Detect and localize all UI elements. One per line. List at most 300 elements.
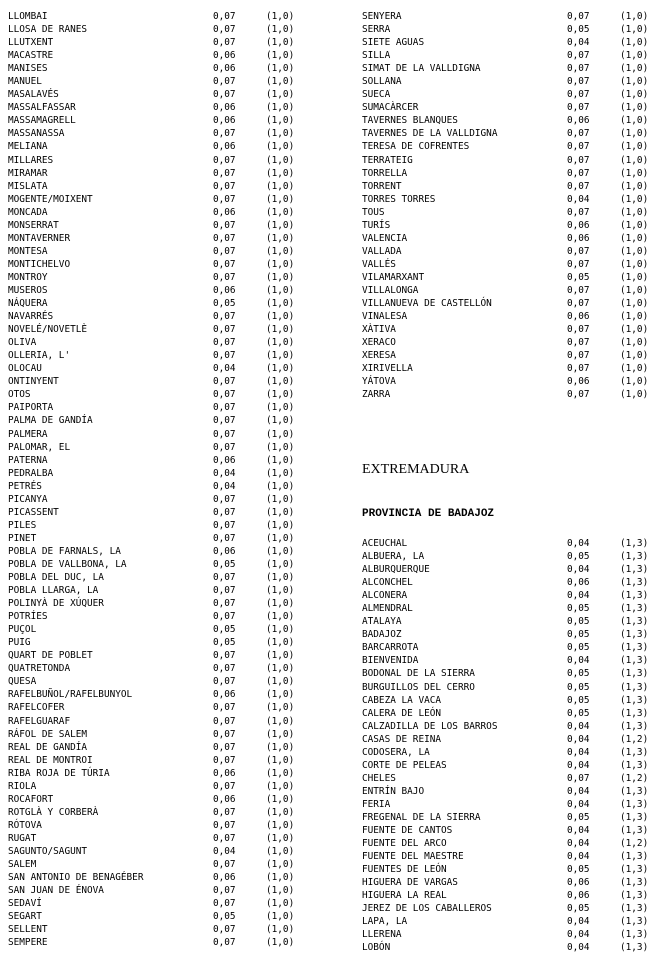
coefficient: (1,0) <box>620 376 649 388</box>
table-row <box>8 519 308 532</box>
tax-value: 0,04 <box>213 846 236 857</box>
table-row <box>362 772 662 785</box>
tax-value: 0,05 <box>213 298 236 310</box>
coefficient: (1,3) <box>620 825 649 837</box>
municipality-name: ALMENDRAL <box>362 603 413 615</box>
municipality-name: SUECA <box>362 89 391 101</box>
table-row <box>362 694 662 707</box>
tax-value: 0,04 <box>567 193 590 205</box>
table-row <box>8 284 308 297</box>
tax-value: 0,05 <box>213 911 236 923</box>
table-row <box>8 271 308 284</box>
municipality-name: OLLERIA, L' <box>8 350 71 362</box>
tax-value: 0,07 <box>567 258 590 270</box>
tax-value: 0,07 <box>213 676 236 688</box>
coefficient: (1,0) <box>266 819 295 831</box>
coefficient: (1,0) <box>620 298 649 310</box>
municipality-name: PATERNA <box>8 454 48 466</box>
table-row <box>8 493 308 506</box>
tax-value: 0,07 <box>213 806 236 818</box>
tax-value: 0,06 <box>567 311 590 323</box>
table-row <box>8 193 308 206</box>
table-row <box>8 441 308 454</box>
table-row <box>8 806 308 819</box>
tax-value: 0,06 <box>213 115 236 127</box>
coefficient: (1,0) <box>266 585 295 597</box>
tax-value: 0,07 <box>213 271 236 283</box>
municipality-name: POTRÍES <box>8 611 48 623</box>
municipality-name: POBLA DE VALLBONA, LA <box>8 558 127 570</box>
tax-value: 0,04 <box>567 929 590 941</box>
municipality-name: BODONAL DE LA SIERRA <box>362 668 475 680</box>
table-row <box>362 140 662 153</box>
table-row <box>8 401 308 414</box>
municipality-name: ALBURQUERQUE <box>362 564 430 576</box>
tax-value: 0,07 <box>213 741 236 753</box>
tax-value: 0,07 <box>213 128 236 140</box>
tax-value: 0,05 <box>567 668 590 680</box>
table-row <box>8 571 308 584</box>
table-row <box>362 902 662 915</box>
municipality-name: MACASTRE <box>8 50 54 62</box>
municipality-name: HIGUERA LA REAL <box>362 890 447 902</box>
tax-value: 0,07 <box>213 532 236 544</box>
table-row <box>8 910 308 923</box>
coefficient: (1,0) <box>266 76 295 88</box>
municipality-name: MIRAMAR <box>8 167 48 179</box>
tax-value: 0,06 <box>213 545 236 557</box>
table-row <box>8 767 308 780</box>
tax-value: 0,07 <box>213 245 236 257</box>
tax-value: 0,06 <box>213 689 236 701</box>
table-row <box>8 101 308 114</box>
coefficient: (1,0) <box>620 206 649 218</box>
table-row <box>8 323 308 336</box>
tax-value: 0,07 <box>567 206 590 218</box>
coefficient: (1,3) <box>620 590 649 602</box>
coefficient: (1,0) <box>620 50 649 62</box>
coefficient: (1,0) <box>266 206 295 218</box>
municipality-name: RUGAT <box>8 832 37 844</box>
municipality-name: VILLANUEVA DE CASTELLÓN <box>362 298 492 310</box>
municipality-name: OTOS <box>8 389 31 401</box>
tax-value: 0,07 <box>567 324 590 336</box>
tax-value: 0,04 <box>213 480 236 492</box>
table-row <box>362 114 662 127</box>
municipality-name: TAVERNES DE LA VALLDIGNA <box>362 128 498 140</box>
table-row <box>362 563 662 576</box>
table-row <box>362 824 662 837</box>
municipality-name: VINALESA <box>362 311 408 323</box>
coefficient: (1,0) <box>266 859 295 871</box>
municipality-name: XERACO <box>362 337 396 349</box>
coefficient: (1,0) <box>266 741 295 753</box>
table-row <box>8 845 308 858</box>
tax-value: 0,07 <box>567 141 590 153</box>
municipality-name: SIMAT DE LA VALLDIGNA <box>362 63 481 75</box>
municipality-name: ACEUCHAL <box>362 538 408 549</box>
right-column <box>362 10 662 954</box>
province-heading: PROVINCIA DE BADAJOZ <box>362 508 495 520</box>
municipality-name: TOUS <box>362 206 385 218</box>
tax-value: 0,06 <box>213 793 236 805</box>
municipality-name: RAFELCOFER <box>8 702 65 714</box>
municipality-name: FUENTE DEL MAESTRE <box>362 851 464 863</box>
table-row <box>8 336 308 349</box>
table-row <box>8 23 308 36</box>
table-row <box>8 36 308 49</box>
municipality-name: REAL DE MONTROI <box>8 754 93 766</box>
municipality-name: CABEZA LA VACA <box>362 694 442 706</box>
tax-value: 0,07 <box>213 180 236 192</box>
tax-value: 0,07 <box>213 24 236 36</box>
municipality-name: LLOSA DE RANES <box>8 24 88 36</box>
table-row <box>8 349 308 362</box>
municipality-name: JEREZ DE LOS CABALLEROS <box>362 903 492 915</box>
tax-value: 0,04 <box>213 467 236 479</box>
municipality-name: VILAMARXANT <box>362 271 425 283</box>
tax-value: 0,05 <box>567 903 590 915</box>
tax-value: 0,07 <box>213 702 236 714</box>
municipality-name: FUENTE DE CANTOS <box>362 825 453 837</box>
coefficient: (1,2) <box>620 733 649 745</box>
coefficient: (1,2) <box>620 772 649 784</box>
tax-value: 0,07 <box>213 898 236 910</box>
coefficient: (1,0) <box>266 128 295 140</box>
tax-value: 0,06 <box>213 454 236 466</box>
municipality-name: CHELES <box>362 772 396 784</box>
municipality-name: SELLENT <box>8 924 48 936</box>
table-row <box>8 62 308 75</box>
table-row <box>362 915 662 928</box>
table-row <box>362 88 662 101</box>
tax-value: 0,07 <box>213 780 236 792</box>
coefficient: (1,0) <box>266 558 295 570</box>
coefficient: (1,0) <box>266 324 295 336</box>
coefficient: (1,0) <box>620 11 649 22</box>
tax-value: 0,05 <box>567 603 590 615</box>
tax-value: 0,06 <box>567 232 590 244</box>
tax-value: 0,07 <box>567 63 590 75</box>
table-row <box>8 362 308 375</box>
coefficient: (1,0) <box>266 389 295 401</box>
municipality-name: TURÍS <box>362 219 391 231</box>
tax-value: 0,07 <box>567 50 590 62</box>
municipality-name: SAN JUAN DE ÉNOVA <box>8 885 104 897</box>
table-row <box>362 928 662 941</box>
tax-value: 0,05 <box>567 681 590 693</box>
table-row <box>8 206 308 219</box>
municipality-name: MONTAVERNER <box>8 232 71 244</box>
coefficient: (1,0) <box>266 298 295 310</box>
tax-value: 0,04 <box>567 746 590 758</box>
municipality-name: POBLA DE FARNALS, LA <box>8 545 121 557</box>
coefficient: (1,0) <box>266 885 295 897</box>
municipality-name: MASSALFASSAR <box>8 102 76 114</box>
coefficient: (1,3) <box>620 929 649 941</box>
municipality-name: XÀTIVA <box>362 324 396 336</box>
municipality-name: TAVERNES BLANQUES <box>362 115 458 127</box>
municipality-name: SERRA <box>362 24 391 36</box>
table-row <box>8 715 308 728</box>
tax-value: 0,07 <box>213 754 236 766</box>
municipality-name: PICASSENT <box>8 506 59 518</box>
coefficient: (1,3) <box>620 538 649 549</box>
coefficient: (1,0) <box>266 141 295 153</box>
table-row <box>362 245 662 258</box>
coefficient: (1,0) <box>266 715 295 727</box>
tax-value: 0,07 <box>213 441 236 453</box>
tax-value: 0,06 <box>213 284 236 296</box>
tax-value: 0,04 <box>567 916 590 928</box>
tax-value: 0,07 <box>213 859 236 871</box>
coefficient: (1,0) <box>620 311 649 323</box>
municipality-name: BADAJOZ <box>362 629 402 641</box>
coefficient: (1,3) <box>620 668 649 680</box>
coefficient: (1,3) <box>620 811 649 823</box>
tax-value: 0,07 <box>213 154 236 166</box>
coefficient: (1,0) <box>266 180 295 192</box>
tax-value: 0,07 <box>567 154 590 166</box>
table-row <box>362 759 662 772</box>
coefficient: (1,0) <box>620 128 649 140</box>
coefficient: (1,0) <box>620 102 649 114</box>
coefficient: (1,3) <box>620 785 649 797</box>
tax-value: 0,07 <box>213 389 236 401</box>
coefficient: (1,3) <box>620 629 649 641</box>
municipality-name: FUENTES DE LEÓN <box>362 864 447 876</box>
municipality-name: PICANYA <box>8 493 48 505</box>
coefficient: (1,0) <box>266 728 295 740</box>
municipality-name: CALERA DE LEÓN <box>362 707 442 719</box>
table-row <box>8 297 308 310</box>
coefficient: (1,0) <box>266 102 295 114</box>
tax-value: 0,05 <box>567 24 590 36</box>
coefficient: (1,0) <box>266 767 295 779</box>
municipality-name: XIRIVELLA <box>362 363 413 375</box>
tax-value: 0,07 <box>213 428 236 440</box>
coefficient: (1,3) <box>620 577 649 589</box>
coefficient: (1,3) <box>620 655 649 667</box>
municipality-name: SENYERA <box>362 11 402 22</box>
tax-value: 0,07 <box>567 180 590 192</box>
coefficient: (1,3) <box>620 890 649 902</box>
tax-value: 0,07 <box>213 572 236 584</box>
tax-value: 0,07 <box>213 37 236 49</box>
coefficient: (1,0) <box>620 350 649 362</box>
table-row <box>362 284 662 297</box>
tax-value: 0,07 <box>213 611 236 623</box>
tax-value: 0,07 <box>567 245 590 257</box>
coefficient: (1,3) <box>620 551 649 563</box>
table-row <box>8 793 308 806</box>
municipality-name: YÁTOVA <box>362 376 396 388</box>
municipality-name: BARCARROTA <box>362 642 419 654</box>
municipality-name: LLUTXENT <box>8 37 54 49</box>
tax-value: 0,07 <box>213 11 236 22</box>
table-row <box>362 180 662 193</box>
coefficient: (1,0) <box>266 506 295 518</box>
coefficient: (1,0) <box>620 284 649 296</box>
coefficient: (1,0) <box>620 258 649 270</box>
table-row <box>362 641 662 654</box>
tax-value: 0,07 <box>213 715 236 727</box>
valencia-list-continued <box>362 10 662 401</box>
table-row <box>362 681 662 694</box>
municipality-name: VALLADA <box>362 245 402 257</box>
table-row <box>362 75 662 88</box>
tax-value: 0,05 <box>567 707 590 719</box>
table-row <box>362 232 662 245</box>
tax-value: 0,05 <box>567 271 590 283</box>
tax-value: 0,04 <box>567 564 590 576</box>
municipality-name: PALMA DE GANDÍA <box>8 415 93 427</box>
table-row <box>362 297 662 310</box>
coefficient: (1,3) <box>620 759 649 771</box>
municipality-name: TORRENT <box>362 180 402 192</box>
coefficient: (1,0) <box>266 493 295 505</box>
coefficient: (1,3) <box>620 720 649 732</box>
municipality-name: MONTESA <box>8 245 48 257</box>
tax-value: 0,07 <box>213 506 236 518</box>
coefficient: (1,0) <box>620 76 649 88</box>
coefficient: (1,0) <box>266 115 295 127</box>
table-row <box>8 127 308 140</box>
municipality-name: NÁQUERA <box>8 298 48 310</box>
coefficient: (1,0) <box>266 480 295 492</box>
coefficient: (1,0) <box>266 898 295 910</box>
tax-value: 0,07 <box>567 89 590 101</box>
coefficient: (1,0) <box>620 154 649 166</box>
municipality-name: ALCONERA <box>362 590 408 602</box>
coefficient: (1,0) <box>266 441 295 453</box>
coefficient: (1,0) <box>266 232 295 244</box>
coefficient: (1,0) <box>266 637 295 649</box>
tax-value: 0,07 <box>567 167 590 179</box>
coefficient: (1,0) <box>266 663 295 675</box>
municipality-name: ZARRA <box>362 389 391 401</box>
municipality-name: RAFELGUARAF <box>8 715 71 727</box>
municipality-name: NAVARRÉS <box>8 311 54 323</box>
tax-value: 0,05 <box>213 637 236 649</box>
coefficient: (1,3) <box>620 864 649 876</box>
municipality-name: POLINYÀ DE XÚQUER <box>8 598 104 610</box>
municipality-name: PETRÉS <box>8 480 42 492</box>
tax-value: 0,05 <box>567 616 590 628</box>
table-row <box>362 746 662 759</box>
table-row <box>8 780 308 793</box>
municipality-name: MASALAVÉS <box>8 89 59 101</box>
coefficient: (1,0) <box>266 363 295 375</box>
tax-value: 0,05 <box>567 694 590 706</box>
coefficient: (1,0) <box>620 24 649 36</box>
municipality-name: TORRELLA <box>362 167 408 179</box>
coefficient: (1,0) <box>266 245 295 257</box>
coefficient: (1,3) <box>620 642 649 654</box>
tax-value: 0,07 <box>213 585 236 597</box>
table-row <box>362 537 662 550</box>
tax-value: 0,04 <box>567 838 590 850</box>
tax-value: 0,07 <box>213 219 236 231</box>
tax-value: 0,06 <box>213 102 236 114</box>
tax-value: 0,06 <box>567 376 590 388</box>
tax-value: 0,07 <box>567 102 590 114</box>
municipality-name: OLOCAU <box>8 363 42 375</box>
table-row <box>8 414 308 427</box>
tax-value: 0,07 <box>213 924 236 936</box>
table-row <box>8 610 308 623</box>
municipality-name: CALZADILLA DE LOS BARROS <box>362 720 498 732</box>
coefficient: (1,3) <box>620 877 649 889</box>
coefficient: (1,0) <box>620 141 649 153</box>
coefficient: (1,3) <box>620 694 649 706</box>
coefficient: (1,0) <box>266 937 295 949</box>
tax-value: 0,07 <box>213 832 236 844</box>
coefficient: (1,0) <box>266 63 295 75</box>
municipality-name: FREGENAL DE LA SIERRA <box>362 811 481 823</box>
coefficient: (1,0) <box>266 624 295 636</box>
coefficient: (1,0) <box>266 572 295 584</box>
table-row <box>362 602 662 615</box>
table-row <box>362 576 662 589</box>
tax-value: 0,07 <box>567 128 590 140</box>
table-row <box>362 127 662 140</box>
coefficient: (1,0) <box>266 37 295 49</box>
table-row <box>8 545 308 558</box>
coefficient: (1,0) <box>620 193 649 205</box>
coefficient: (1,3) <box>620 942 649 954</box>
coefficient: (1,0) <box>266 402 295 414</box>
coefficient: (1,0) <box>266 598 295 610</box>
municipality-name: SIETE AGUAS <box>362 37 425 49</box>
table-row <box>362 375 662 388</box>
tax-value: 0,07 <box>213 337 236 349</box>
coefficient: (1,0) <box>266 11 295 22</box>
coefficient: (1,3) <box>620 616 649 628</box>
coefficient: (1,0) <box>620 167 649 179</box>
coefficient: (1,0) <box>266 467 295 479</box>
tax-value: 0,06 <box>213 872 236 884</box>
tax-value: 0,07 <box>567 337 590 349</box>
table-row <box>8 936 308 949</box>
municipality-name: CORTE DE PELEAS <box>362 759 447 771</box>
tax-value: 0,07 <box>213 728 236 740</box>
municipality-name: SILLA <box>362 50 391 62</box>
table-row <box>8 310 308 323</box>
municipality-name: PAIPORTA <box>8 402 54 414</box>
tax-value: 0,07 <box>213 376 236 388</box>
tax-value: 0,05 <box>567 551 590 563</box>
tax-value: 0,07 <box>213 193 236 205</box>
coefficient: (1,0) <box>266 650 295 662</box>
table-row <box>8 701 308 714</box>
tax-value: 0,06 <box>213 206 236 218</box>
table-row <box>362 550 662 563</box>
tax-value: 0,05 <box>567 642 590 654</box>
table-row <box>8 480 308 493</box>
table-row <box>362 23 662 36</box>
table-row <box>362 589 662 602</box>
tax-value: 0,07 <box>567 389 590 401</box>
coefficient: (1,0) <box>266 676 295 688</box>
municipality-name: MASSAMAGRELL <box>8 115 76 127</box>
tax-value: 0,05 <box>567 864 590 876</box>
table-row <box>8 858 308 871</box>
tax-value: 0,07 <box>567 363 590 375</box>
tax-value: 0,04 <box>567 590 590 602</box>
left-column <box>8 10 308 949</box>
municipality-name: HIGUERA DE VARGAS <box>362 877 458 889</box>
